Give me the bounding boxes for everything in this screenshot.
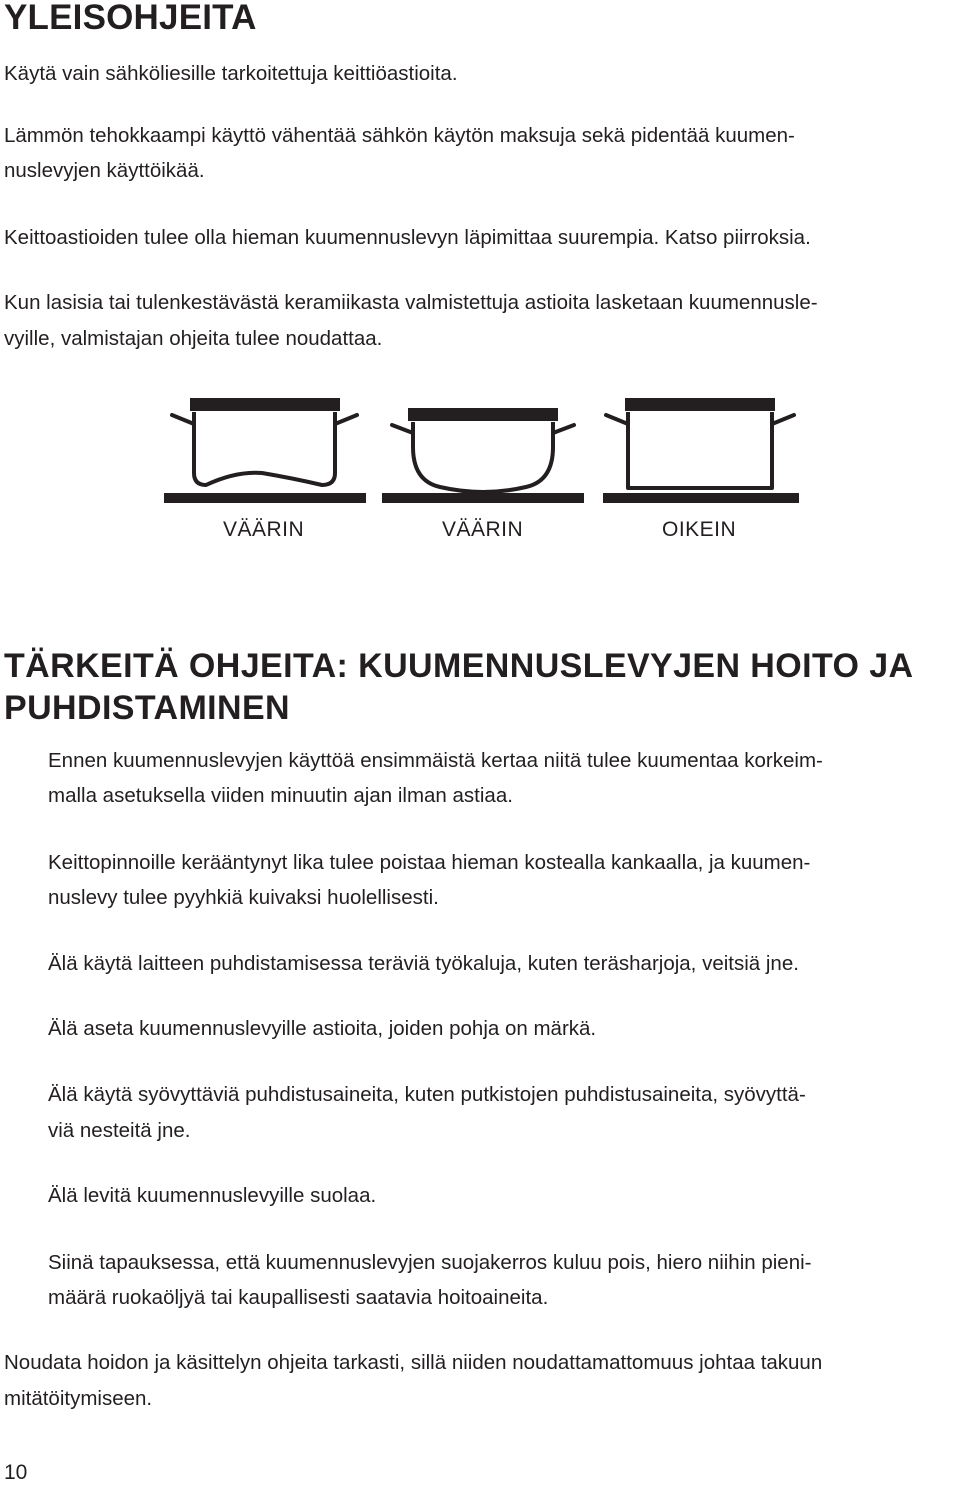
care-paragraph-5-line-2: viä nesteitä jne. (48, 1119, 191, 1142)
pot-flat-bottom-drawing (603, 398, 799, 503)
label-wrong-1: VÄÄRIN (223, 518, 305, 541)
cookware-illustration (0, 385, 960, 515)
care-paragraph-7-line-2: määrä ruokaöljyä tai kaupallisesti saatavia hoitoaineita. (48, 1286, 549, 1309)
general-paragraph-3: Keittoastioiden tulee olla hieman kuumennuslevyn läpimittaa suurempia. Katso piirroksia. (4, 226, 811, 249)
general-paragraph-4-line-2: vyille, valmistajan ohjeita tulee noudattaa. (4, 327, 383, 350)
closing-paragraph-line-2: mitätöitymiseen. (4, 1387, 153, 1410)
care-paragraph-1-line-1: Ennen kuumennuslevyjen käyttöä ensimmäistä kertaa niitä tulee kuumentaa korkeim- (48, 749, 823, 772)
care-paragraph-2-line-1: Keittopinnoille kerääntynyt lika tulee poistaa hieman kostealla kankaalla, ja kuumen- (48, 851, 811, 874)
care-paragraph-7-line-1: Siinä tapauksessa, että kuumennuslevyjen suojakerros kuluu pois, hiero niihin pieni- (48, 1251, 812, 1274)
care-paragraph-2-line-2: nuslevy tulee pyyhkiä kuivaksi huolellisesti. (48, 886, 439, 909)
page-number: 10 (4, 1461, 28, 1484)
section-heading-general: YLEISOHJEITA (4, 0, 257, 37)
closing-paragraph-line-1: Noudata hoidon ja käsittelyn ohjeita tarkasti, sillä niiden noudattamattomuus johtaa takuun (4, 1351, 823, 1374)
general-paragraph-1: Käytä vain sähköliesille tarkoitettuja keittiöastioita. (4, 62, 458, 85)
general-paragraph-2-line-2: nuslevyjen käyttöikää. (4, 159, 205, 182)
care-paragraph-3: Älä käytä laitteen puhdistamisessa teräviä työkaluja, kuten teräsharjoja, veitsiä jne. (48, 952, 799, 975)
general-paragraph-4-line-1: Kun lasisia tai tulenkestävästä keramiikasta valmistettuja astioita lasketaan kuumennusle- (4, 291, 818, 314)
care-paragraph-1-line-2: malla asetuksella viiden minuutin ajan ilman astiaa. (48, 784, 513, 807)
label-wrong-2: VÄÄRIN (442, 518, 524, 541)
pot-warped-bottom-drawing (164, 398, 366, 503)
care-paragraph-4: Älä aseta kuumennuslevyille astioita, joiden pohja on märkä. (48, 1017, 597, 1040)
general-paragraph-2-line-1: Lämmön tehokkaampi käyttö vähentää sähkön käytön maksuja sekä pidentää kuumen- (4, 124, 795, 147)
care-paragraph-5-line-1: Älä käytä syövyttäviä puhdistusaineita, kuten putkistojen puhdistusaineita, syövyttä- (48, 1083, 806, 1106)
label-correct: OIKEIN (662, 518, 737, 541)
section-heading-care-cleaning: TÄRKEITÄ OHJEITA: KUUMENNUSLEVYJEN HOITO JA PUHDISTAMINEN (4, 647, 913, 727)
care-paragraph-6: Älä levitä kuumennuslevyille suolaa. (48, 1184, 377, 1207)
pot-rounded-bottom-drawing (382, 408, 584, 503)
